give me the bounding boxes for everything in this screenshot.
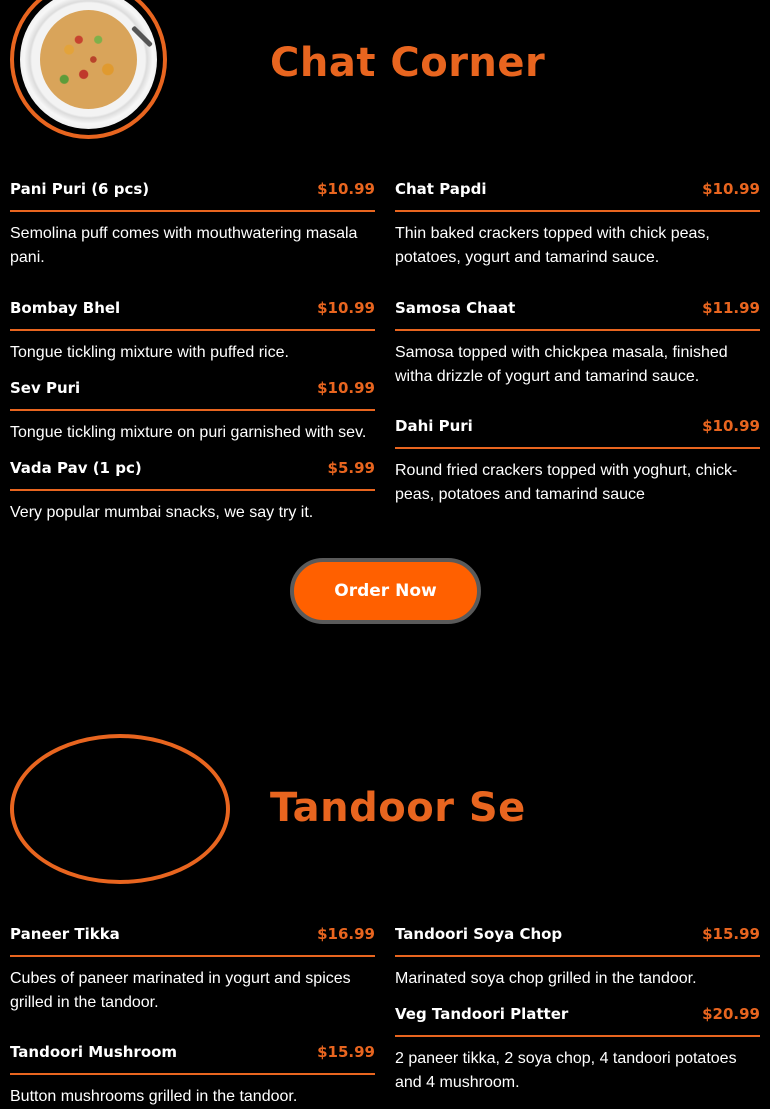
item-price: $15.99 [702,925,760,943]
item-name: Tandoori Mushroom [10,1043,178,1061]
item-description: Tongue tickling mixture on puri garnished with sev. [10,424,367,441]
item-price: $10.99 [317,180,375,198]
menu-item [10,925,375,1015]
item-price: $15.99 [317,1043,375,1061]
item-name: Paneer Tikka [10,925,120,943]
menu-item [10,459,375,525]
item-name: Samosa Chaat [395,299,516,317]
item-name: Tandoori Soya Chop [395,925,563,943]
item-description: Round fried crackers topped with yoghurt, chick-peas, potatoes and tamarind sauce [395,462,738,503]
tandoor-dish-image [10,734,230,884]
item-description: Thin baked crackers topped with chick peas, potatoes, yogurt and tamarind sauce. [395,225,710,266]
menu-item [10,379,375,445]
item-description: Semolina puff comes with mouthwatering masala pani. [10,225,358,266]
menu-item [395,925,760,991]
item-name: Pani Puri (6 pcs) [10,180,150,198]
item-description: Samosa topped with chickpea masala, finished witha drizzle of yogurt and tamarind sauce. [395,344,728,385]
item-price: $20.99 [702,1005,760,1023]
item-description: Button mushrooms grilled in the tandoor. [10,1088,298,1105]
menu-item [395,1005,760,1095]
item-description: Tongue tickling mixture with puffed rice. [10,344,289,361]
plate-image [20,0,157,129]
menu-item [395,299,760,389]
item-name: Veg Tandoori Platter [395,1005,569,1023]
menu-item [10,180,375,270]
item-name: Chat Papdi [395,180,487,198]
item-name: Bombay Bhel [10,299,121,317]
item-price: $11.99 [702,299,760,317]
item-price: $10.99 [702,417,760,435]
item-name: Dahi Puri [395,417,473,435]
item-description: Very popular mumbai snacks, we say try it. [10,504,314,521]
section-title-chat-corner: Chat Corner [270,40,546,86]
item-price: $10.99 [317,379,375,397]
item-price: $5.99 [327,459,375,477]
item-price: $16.99 [317,925,375,943]
menu-item [395,417,760,507]
chat-corner-dish-image [10,0,167,139]
section-title-tandoor-se: Tandoor Se [270,785,526,831]
item-name: Sev Puri [10,379,81,397]
item-price: $10.99 [702,180,760,198]
menu-item [10,299,375,365]
menu-item [395,180,760,270]
item-description: Marinated soya chop grilled in the tandoor. [395,970,697,987]
item-description: 2 paneer tikka, 2 soya chop, 4 tandoori potatoes and 4 mushroom. [395,1050,737,1091]
order-now-button[interactable]: Order Now [290,558,481,624]
rice-dish-image [40,10,137,109]
item-price: $10.99 [317,299,375,317]
menu-item [10,1043,375,1109]
item-name: Vada Pav (1 pc) [10,459,142,477]
item-description: Cubes of paneer marinated in yogurt and spices grilled in the tandoor. [10,970,351,1011]
